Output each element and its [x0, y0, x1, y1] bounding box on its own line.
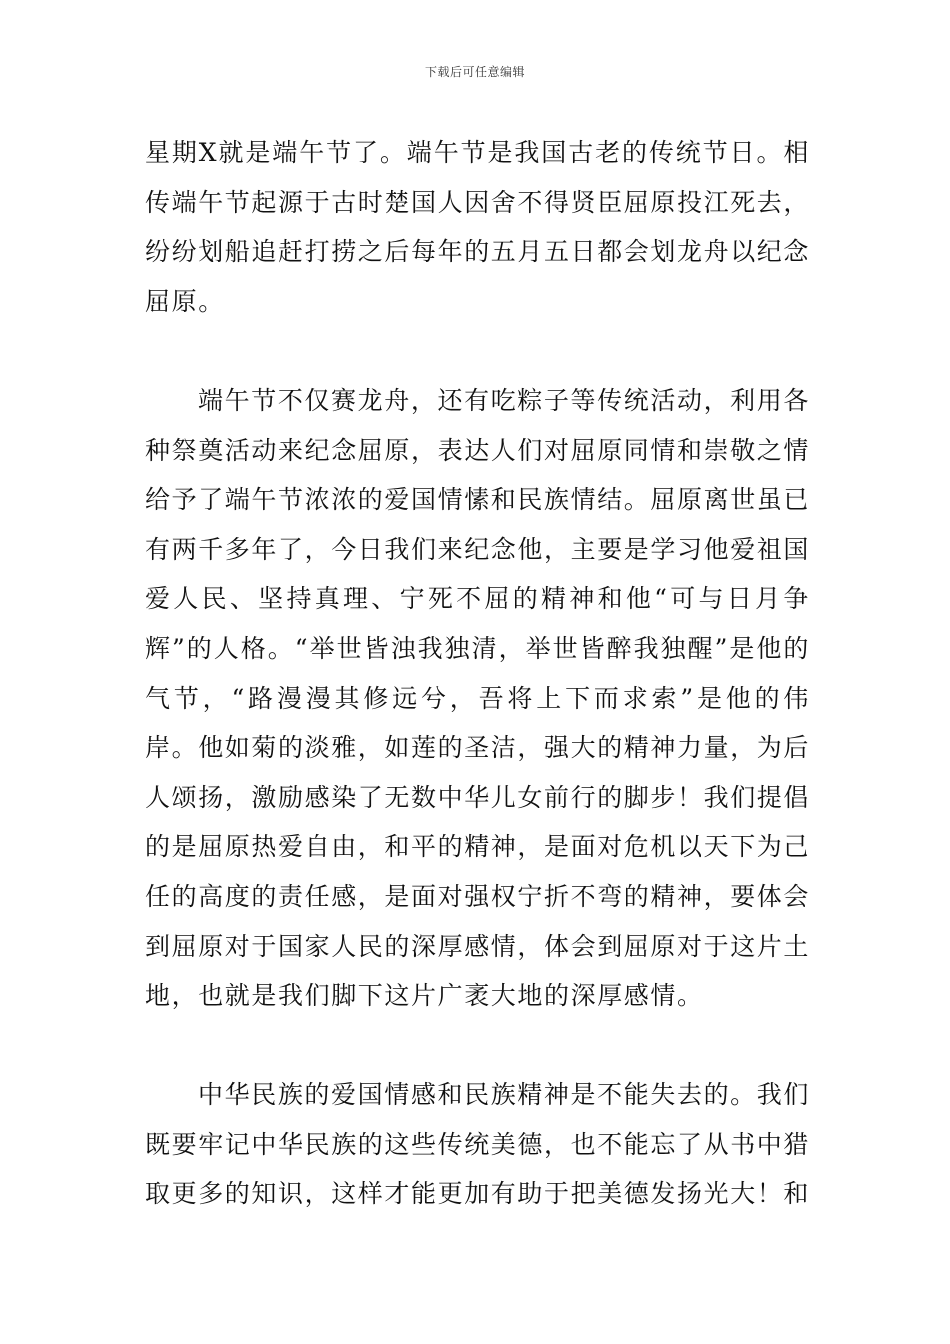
paragraph-1: 星期X就是端午节了。端午节是我国古老的传统节日。相传端午节起源于古时楚国人因舍不得贤臣屈原投江死去，纷纷划船追赶打捞之后每年的五月五日都会划龙舟以纪念屈原。: [145, 138, 811, 316]
page-header: 下载后可任意编辑: [424, 65, 525, 79]
paragraph-spacer: [145, 1021, 810, 1071]
paragraph-2: 端午节不仅赛龙舟，还有吃粽子等传统活动，利用各种祭奠活动来纪念屈原，表达人们对屈原同情和崇敬之情给予了端午节浓浓的爱国情愫和民族情结。屈原离世虽已有两千多年了，今日我们来纪念他，主要是学习他爱祖国爱人民、坚持真理、宁死不屈的精神和他“可与日月争辉”的人格。“举世皆浊我独清，举世皆醉我独醒”是他的气节，“路漫漫其修远兮，吾将上下而求索”是他的伟岸。他如菊的淡雅，如莲的圣洁，强大的精神力量，为后人颂扬，激励感染了无数中华儿女前行的脚步！我们提倡的是屈原热爱自由，和平的精神，是面对危机以天下为己任的高度的责任感，是面对强权宁折不弯的精神，要体会到屈原对于国家人民的深厚感情，体会到屈原对于这片土地，也就是我们脚下这片广袤大地的深厚感情。: [145, 385, 811, 1011]
paragraph-spacer: [145, 326, 810, 376]
document-body: [145, 128, 810, 1219]
paragraph-3: 中华民族的爱国情感和民族精神是不能失去的。我们既要牢记中华民族的这些传统美德，也不能忘了从书中猎取更多的知识，这样才能更加有助于把美德发扬光大！和: [145, 1080, 811, 1209]
